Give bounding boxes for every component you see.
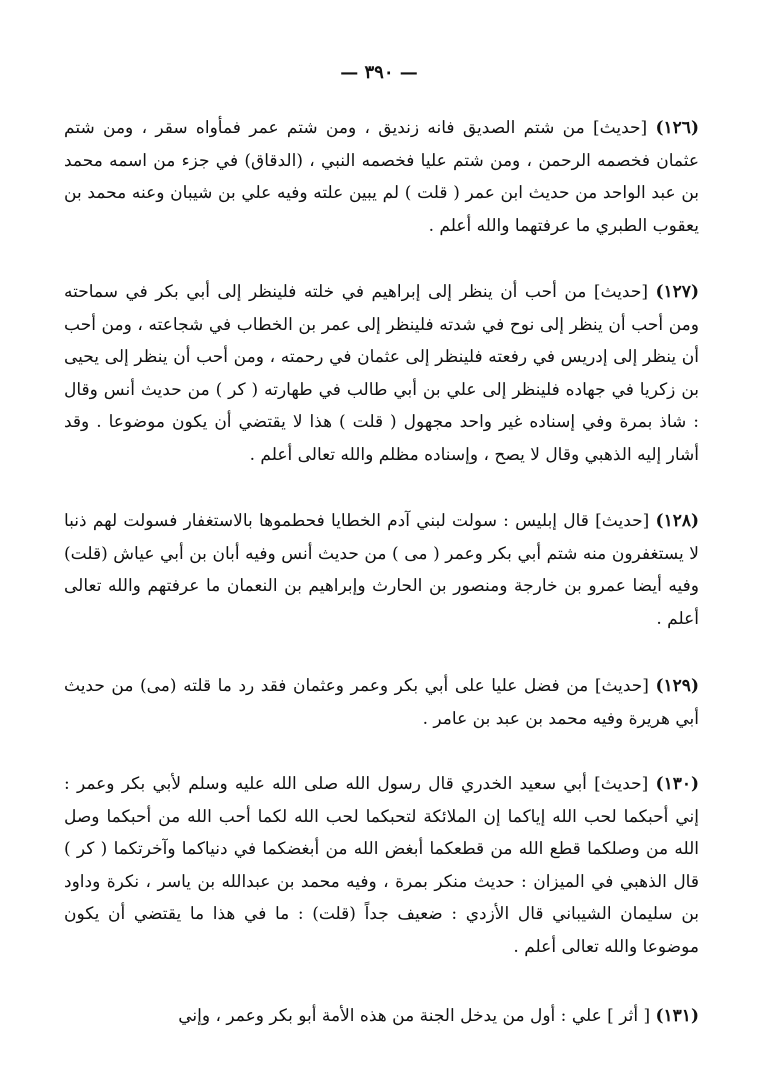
entry-text: من فضل عليا على أبي بكر وعمر وعثمان فقد رد ما قلته (مى) من حديث أبي هريرة وفيه محمد بن عبد بن عامر . <box>64 676 699 729</box>
entry-number: (١٢٧) <box>655 282 699 302</box>
entry-127 <box>64 276 699 472</box>
entry-126 <box>64 112 699 242</box>
entry-131 <box>64 1000 699 1033</box>
entry-number: (١٢٩) <box>655 676 699 696</box>
entry-129 <box>64 670 699 735</box>
entry-130 <box>64 768 699 964</box>
entry-tag: [حديث] <box>594 676 649 696</box>
entry-text: من شتم الصديق فانه زنديق ، ومن شتم عمر فمأواه سقر ، ومن شتم عثمان فخصمه الرحمن ، ومن شتم عليا فخصمه النبي ، (الدقاق) في جزء من اسمه محمد بن عبد الواحد من حديث ابن عمر ( قلت ) لم يبين علته وفيه علي بن شيبان وعنه محمد بن يعقوب الطبري ما عرفتهما والله أعلم . <box>64 118 699 236</box>
entry-tag: [حديث] <box>594 774 649 794</box>
page-number: — ٣٩٠ — <box>340 62 418 83</box>
entry-tag: [حديث] <box>595 511 650 531</box>
entry-128 <box>64 505 699 635</box>
entry-tag: [حديث] <box>593 118 648 138</box>
entry-text: من أحب أن ينظر إلى إبراهيم في خلته فلينظر إلى أبي بكر في سماحته ومن أحب أن ينظر إلى نوح في شدته فلينظر إلى عمر بن الخطاب في شجاعته ، ومن أحب أن ينظر إلى إدريس في رفعته فلينظر إلى عثمان في رحمته ، ومن أحب أن ينظر إلى يحيى بن زكريا في جهاده فلينظر إلى علي بن أبي طالب في طهارته ( كر ) من حديث أنس وقال : شاذ بمرة وفي إسناده غير واحد مجهول ( قلت ) هذا لا يقتضي أن يكون موضوعا . وقد أشار إليه الذهبي وقال لا يصح ، وإسناده مظلم والله تعالى أعلم . <box>64 282 699 465</box>
entry-text: أبي سعيد الخدري قال رسول الله صلى الله عليه وسلم لأبي بكر وعمر : إني أحبكما لحب الله إياكما إن الملائكة لتحبكما لحب الله لكما أحب الله من أحبكما وصل الله من وصلكما قطع الله من قطعكما أبغض الله من أبغضكما في دنياكما وآخرتكما ( كر ) قال الذهبي في الميزان : حديث منكر بمرة ، وفيه محمد بن عبدالله بن ياسر ، نكرة وداود بن سليمان الشيباني قال الأزدي : ضعيف جداً (قلت) : ما في هذا ما يقتضي أن يكون موضوعا والله تعالى أعلم . <box>64 774 699 957</box>
entry-number: (١٣١) <box>655 1006 699 1026</box>
entry-number: (١٢٨) <box>655 511 700 531</box>
entry-number: (١٣٠) <box>655 774 700 794</box>
entry-text: قال إبليس : سولت لبني آدم الخطايا فحطموها بالاستغفار فسولت لهم ذنبا لا يستغفرون منه شتم أبي بكر وعمر ( مى ) من حديث أنس وفيه أبان بن أبي عياش (قلت) وفيه أيضا عمرو بن خارجة ومنصور بن الحارث وإبراهيم بن النعمان ما عرفتهم والله تعالى أعلم . <box>64 511 699 629</box>
entry-text: علي : أول من يدخل الجنة من هذه الأمة أبو بكر وعمر ، وإني <box>178 1006 602 1026</box>
entry-tag: [حديث] <box>593 282 648 302</box>
entry-number: (١٢٦) <box>655 118 699 138</box>
entry-tag: [ أثر ] <box>607 1006 651 1026</box>
